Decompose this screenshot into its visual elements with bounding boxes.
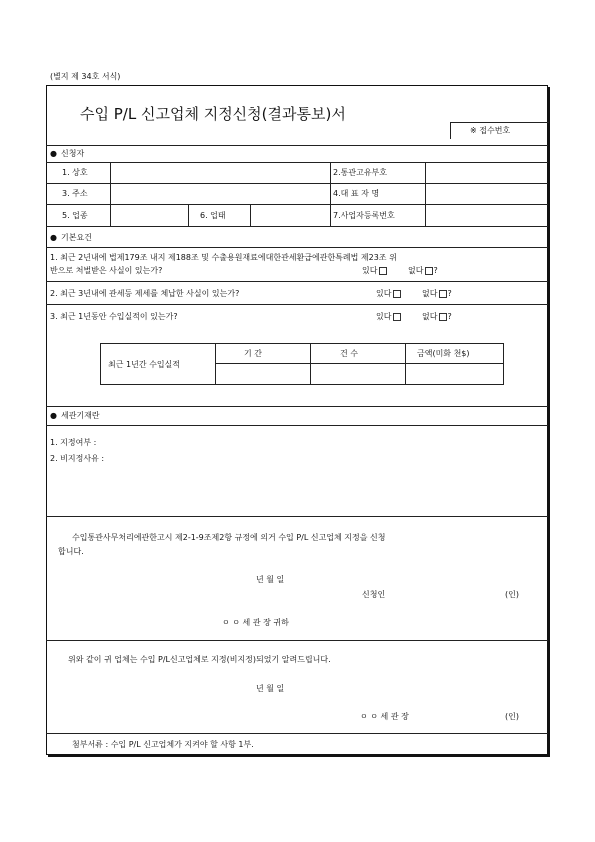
address-label: 3. 주소 [62,189,88,198]
q2-answer [376,289,452,299]
notification-issuer: ㅇ ㅇ 세 관 장 [360,712,409,721]
biz-reg-no-field[interactable] [426,205,547,225]
col-amount-header: 금액(미화 천$) [417,349,470,358]
applicant-signature-label: 신청인 [362,590,386,599]
q1-yes-label: 있다 [362,266,378,275]
requirements-section-title: ● 기본요건 [50,233,92,243]
application-statement-line2: 합니다. [58,547,84,556]
customs-code-label: 2.통관고유부호 [333,168,388,177]
notification-date: 년 월 일 [256,684,285,693]
applicant-seal: (인) [505,590,519,599]
q3-no-label: 없다 [422,312,438,321]
representative-field[interactable] [426,184,547,203]
period-field[interactable] [216,364,309,384]
non-designation-reason-label: 2. 비지정사유 : [50,454,105,463]
item-label: 6. 업태 [200,211,226,220]
requirement-q2: 2. 최근 3년내에 관세등 제세를 체납한 사실이 있는가? [50,289,240,298]
q3-answer [376,312,452,322]
requirement-q1-line1: 1. 최근 2년내에 법제179조 내지 제188조 및 수출용원재료에대한관세환급에관한특례법 제23조 위 [50,253,397,262]
issuer-seal: (인) [505,712,519,721]
customs-section-title: ● 세관기재란 [50,411,100,421]
business-type-field[interactable] [111,205,187,225]
notification-statement: 위와 같이 귀 업체는 수입 P/L신고업체로 지정(비지정)되었기 알려드립니다. [68,655,331,664]
q2-no-mark: ? [447,289,452,298]
q1-answer [362,266,438,276]
application-addressee: ㅇ ㅇ 세 관 장 귀하 [222,618,289,627]
business-type-label: 5. 업종 [62,211,88,220]
attachment-note: 첨부서류 : 수입 P/L 신고업체가 지켜야 할 사항 1부. [72,740,254,749]
application-date: 년 월 일 [256,575,285,584]
col-count-header: 건 수 [340,349,358,358]
designation-label: 1. 지정여부 : [50,438,97,447]
amount-field[interactable] [406,364,503,384]
requirement-q1-line2: 반으로 처벌받은 사실이 있는가? [50,266,163,275]
biz-reg-no-label: 7.사업자등록번호 [333,211,395,220]
q3-yes-checkbox[interactable] [393,313,401,321]
form-title: 수입 P/L 신고업체 지정신청(결과통보)서 [80,105,346,123]
q1-no-mark: ? [433,266,438,275]
count-field[interactable] [311,364,404,384]
application-statement-line1: 수입통관사무처리에관한고시 제2-1-9조제2항 규정에 의거 수입 P/L 신고업체 지정을 신청 [72,533,386,542]
customs-code-field[interactable] [426,163,547,182]
q1-yes-checkbox[interactable] [379,267,387,275]
q3-no-mark: ? [447,312,452,321]
address-field[interactable] [111,184,329,203]
q3-yes-label: 있다 [376,312,392,321]
customs-remarks-area[interactable] [160,432,540,512]
requirement-q3: 3. 최근 1년동안 수입실적이 있는가? [50,312,178,321]
item-field[interactable] [251,205,329,225]
receipt-number-label: ※ 접수번호 [470,126,511,135]
q2-no-label: 없다 [422,289,438,298]
trade-name-field[interactable] [111,163,329,182]
representative-label: 4.대 표 자 명 [333,189,380,198]
q2-yes-checkbox[interactable] [393,290,401,298]
col-period-header: 기 간 [244,349,262,358]
import-row-label: 최근 1년간 수입실적 [108,360,180,369]
trade-name-label: 1. 상호 [62,168,88,177]
q2-yes-label: 있다 [376,289,392,298]
form-number: (별지 제 34호 서식) [50,72,121,81]
applicant-section-title: ● 신청자 [50,149,84,159]
q1-no-label: 없다 [408,266,424,275]
